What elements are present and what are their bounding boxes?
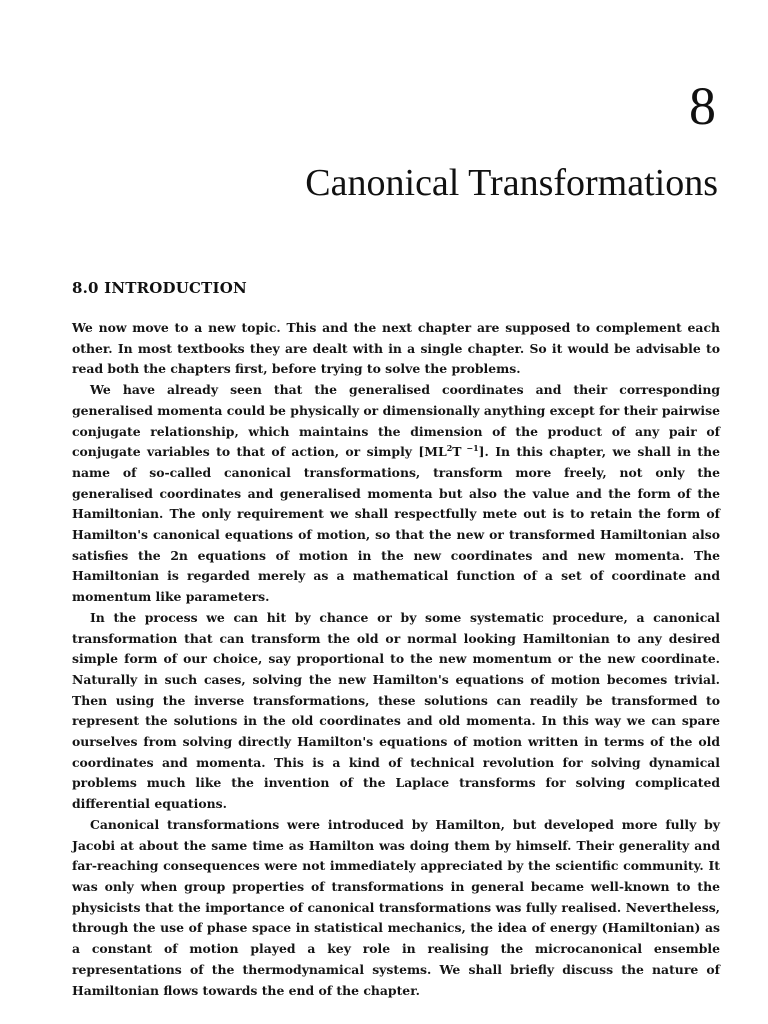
section-heading: 8.0 INTRODUCTION <box>72 279 247 297</box>
paragraph: We now move to a new topic. This and the next chapter are supposed to complement each other. In most textbooks they are dealt with in a single chapter. So it would be advisable to read both the chapters first, before trying to solve the problems. <box>72 320 720 377</box>
paragraph: In the process we can hit by chance or by some systematic procedure, a canonical transformation that can transform the old or normal looking Hamiltonian to any desired simple form of our choice, say proportional to the new momentum or the new coordinate. Naturally in such cases, solving the new Hamilton's equations of motion becomes trivial. Then using the inverse transformations, these solutions can readily be transformed to represent the solutions in the old coordinates and old momenta. In this way we can spare ourselves from solving directly Hamilton's equations of motion written in terms of the old coordinates and momenta. This is a kind of technical revolution for solving dynamical problems much like the invention of the Laplace transforms for solving complicated differential equations. <box>72 609 720 812</box>
superscript: −1 <box>461 443 479 454</box>
paragraph-text: ]. In this chapter, we shall in the name of so-called canonical transformations, transform more freely, not only the generalised coordinates and generalised momenta but also the value and the form of the Hamiltonian. The only requirement we shall respectfully mete out is to retain the form of Hamilton's canonical equations of motion, so that the new or transformed Hamiltonian also satisfies the 2n equations of motion in the new coordinates and new momenta. The Hamiltonian is regarded merely as a mathematical function of a set of coordinate and momentum like parameters. <box>72 444 720 605</box>
paragraph-text: We have already seen that the generalised coordinates and their corresponding generalised momenta could be physically or dimensionally anything except for their pairwise conjugate relationship, which maintains the dimension of the product of any pair of conjugate variables to that of action, or simply [ML <box>72 382 720 460</box>
body-text <box>72 318 720 1001</box>
paragraph-text: T <box>452 444 462 460</box>
paragraph: Canonical transformations were introduced by Hamilton, but developed more fully by Jacobi at about the same time as Hamilton was doing them by himself. Their generality and far-reaching consequences were not immediately appreciated by the scientific community. It was only when group properties of transformations in general became well-known to the physicists that the importance of canonical transformations was fully realised. Nevertheless, through the use of phase space in statistical mechanics, the idea of energy (Hamiltonian) as a constant of motion played a key role in realising the microcanonical ensemble representations of the thermodynamical systems. We shall briefly discuss the nature of Hamiltonian flows towards the end of the chapter. <box>72 816 720 998</box>
chapter-number: 8 <box>689 76 716 136</box>
paragraph <box>72 380 720 608</box>
chapter-title: Canonical Transformations <box>305 162 718 204</box>
superscript: 2 <box>446 443 453 454</box>
